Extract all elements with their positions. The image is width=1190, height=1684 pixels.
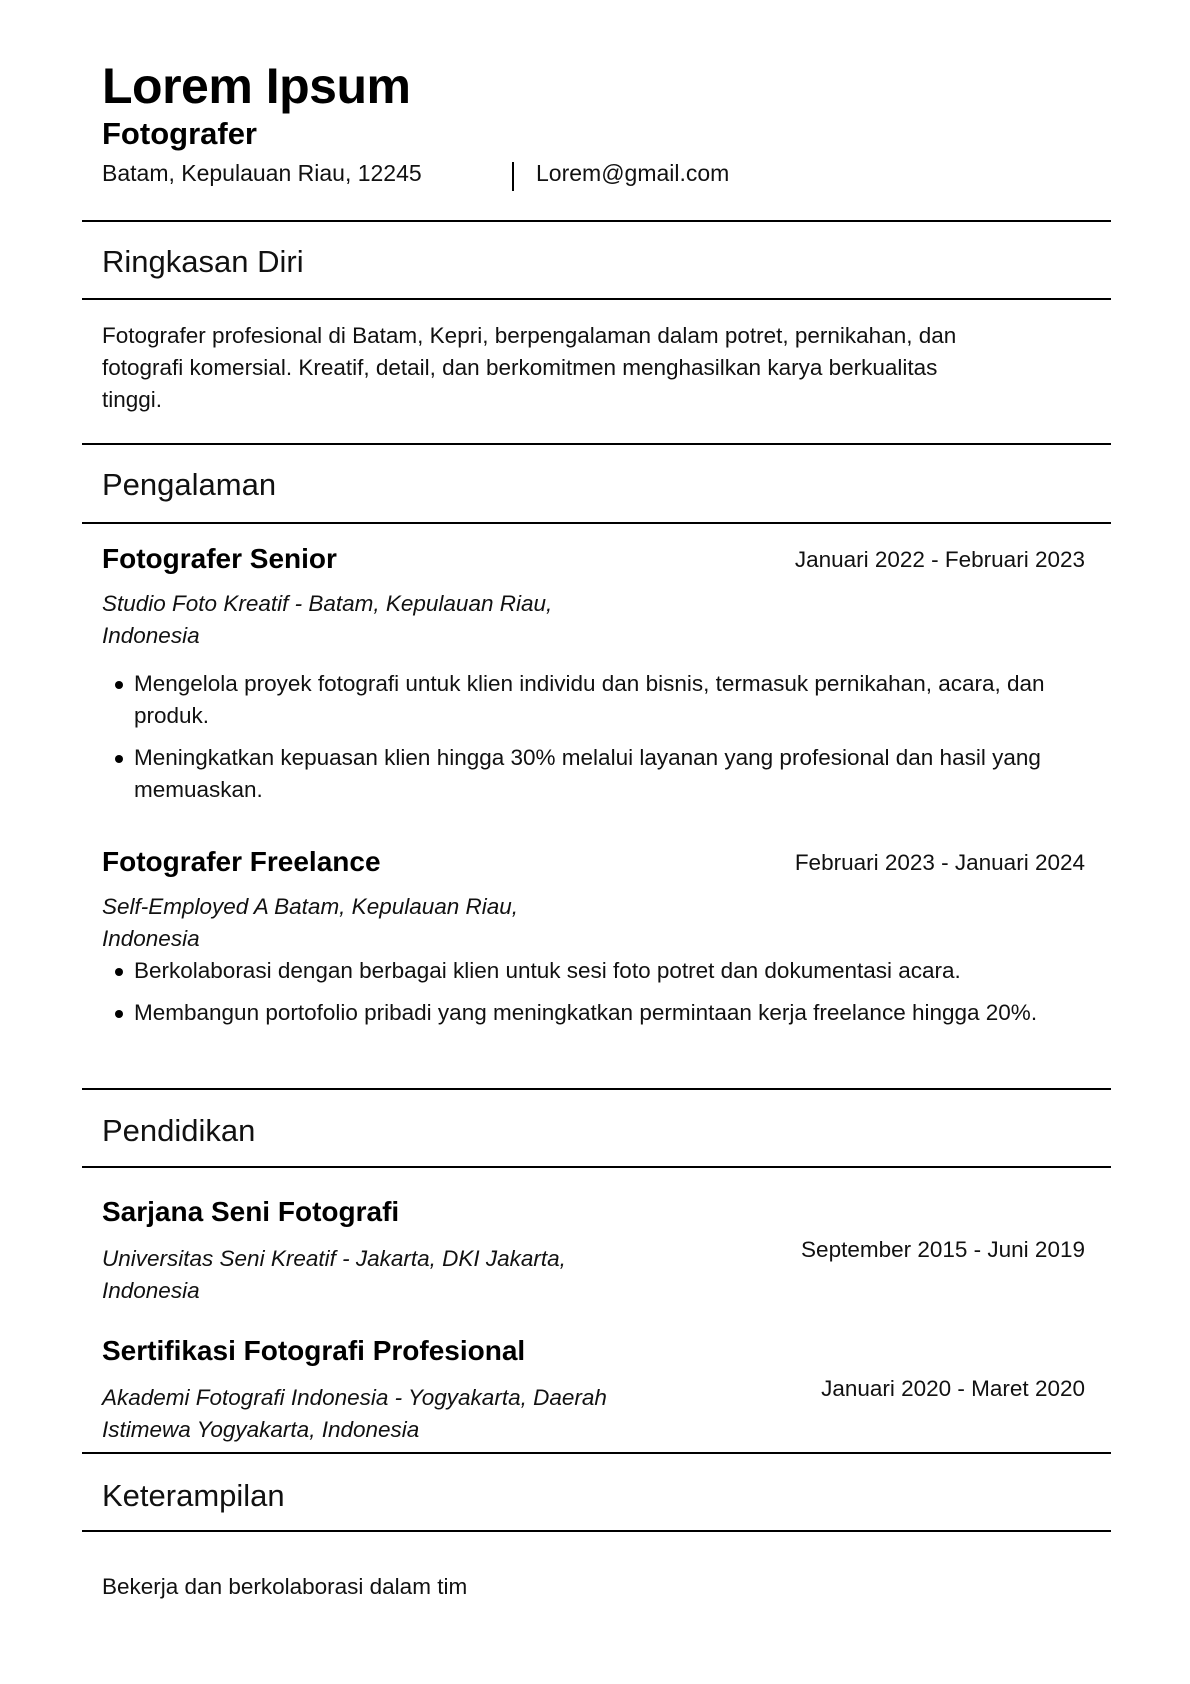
education-institution: Akademi Fotografi Indonesia - Yogyakarta, Daerah Istimewa Yogyakarta, Indonesia xyxy=(102,1385,607,1442)
divider xyxy=(82,443,1111,445)
contact-email[interactable]: Lorem@gmail.com xyxy=(536,160,730,186)
summary-text: Fotografer profesional di Batam, Kepri, berpengalaman dalam potret, pernikahan, dan fotografi komersial. Kreatif, detail, dan berkomitmen menghasilkan karya berkualitas tinggi. xyxy=(102,323,957,412)
divider xyxy=(82,1166,1111,1168)
contact-location: Batam, Kepulauan Riau, 12245 xyxy=(102,160,422,186)
degree-title: Sertifikasi Fotografi Profesional xyxy=(102,1335,526,1366)
job-bullets xyxy=(102,955,1092,1039)
job-title: Fotografer Senior xyxy=(102,543,337,574)
list-item: Membangun portofolio pribadi yang meningkatkan permintaan kerja freelance hingga 20%. xyxy=(102,997,1092,1029)
skill-item: Bekerja dan berkolaborasi dalam tim xyxy=(102,1574,468,1599)
list-item: Berkolaborasi dengan berbagai klien untuk sesi foto potret dan dokumentasi acara. xyxy=(102,955,1092,987)
list-item: Mengelola proyek fotografi untuk klien individu dan bisnis, termasuk pernikahan, acara, dan produk. xyxy=(102,668,1092,732)
divider xyxy=(82,220,1111,222)
section-title-experience: Pengalaman xyxy=(102,467,277,502)
job-title: Fotografer Freelance xyxy=(102,846,381,877)
contact-divider xyxy=(512,162,514,191)
divider xyxy=(82,1530,1111,1532)
divider xyxy=(82,298,1111,300)
degree-title: Sarjana Seni Fotografi xyxy=(102,1196,400,1227)
section-title-summary: Ringkasan Diri xyxy=(102,244,304,279)
list-item: Meningkatkan kepuasan klien hingga 30% melalui layanan yang profesional dan hasil yang memuaskan. xyxy=(102,742,1092,806)
divider xyxy=(82,1088,1111,1090)
divider xyxy=(82,522,1111,524)
job-dates: Januari 2022 - Februari 2023 xyxy=(794,547,1085,572)
education-institution: Universitas Seni Kreatif - Jakarta, DKI Jakarta, Indonesia xyxy=(102,1246,566,1303)
education-dates: September 2015 - Juni 2019 xyxy=(801,1237,1085,1262)
divider xyxy=(82,1452,1111,1454)
education-dates: Januari 2020 - Maret 2020 xyxy=(821,1376,1085,1401)
candidate-role: Fotografer xyxy=(102,116,257,151)
section-title-education: Pendidikan xyxy=(102,1113,256,1148)
job-organization: Studio Foto Kreatif - Batam, Kepulauan Riau, Indonesia xyxy=(102,591,553,648)
job-dates: Februari 2023 - Januari 2024 xyxy=(794,850,1085,875)
job-bullets xyxy=(102,668,1092,816)
section-title-skills: Keterampilan xyxy=(102,1478,285,1513)
job-organization: Self-Employed A Batam, Kepulauan Riau, Indonesia xyxy=(102,894,519,951)
candidate-name: Lorem Ipsum xyxy=(102,58,411,114)
